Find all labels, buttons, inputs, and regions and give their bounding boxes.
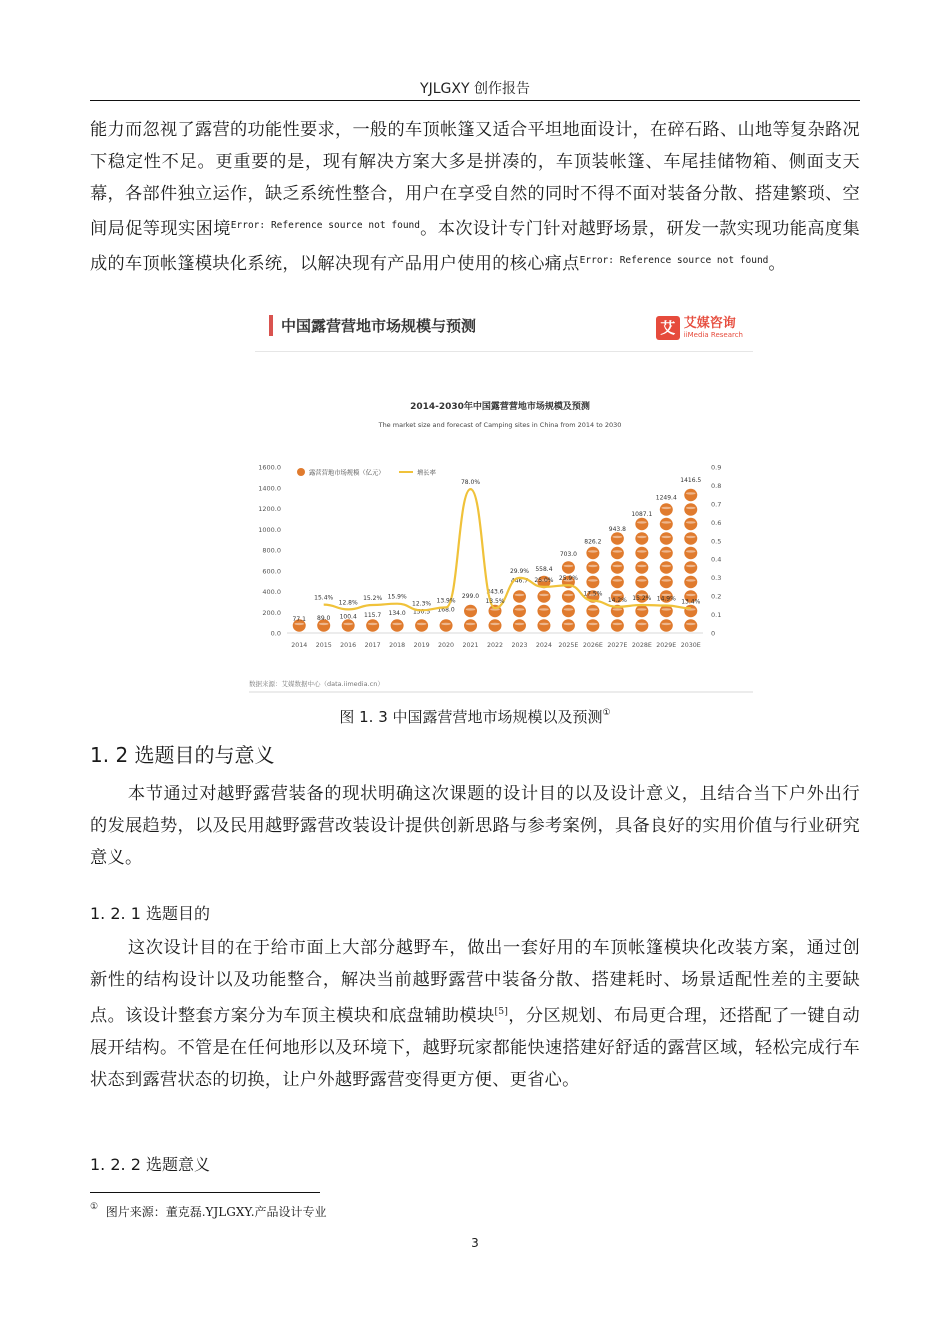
- citation-mark: [5]: [494, 1007, 509, 1017]
- chart-title: 2014-2030年中国露营营地市场规模及预测: [410, 402, 590, 412]
- bar-disc-highlight: [588, 550, 598, 552]
- reference-error: Error: Reference source not found: [230, 220, 420, 231]
- paragraph-text: 能力而忽视了露营的功能性要求，一般的车顶帐篷又适合平坦地面设计，在碎石路、山地等复杂路况下稳定性不足。更重要的是，现有解决方案大多是拼凑的，车顶装帐篷、车尾挂储物箱、侧面支天幕，各部件独立运作，缺乏系统性整合，用户在享受自然的同时不得不面对装备分散、搭建繁琐、空间局促等现实困境: [90, 120, 860, 239]
- bar-disc: [489, 619, 502, 631]
- bar-disc-highlight: [539, 608, 549, 610]
- bar-value-label: 826.2: [584, 538, 602, 546]
- bar-disc: [635, 576, 648, 588]
- bar-disc: [611, 547, 624, 559]
- bar: [562, 561, 575, 631]
- y-tick-label: 400.0: [262, 588, 281, 596]
- x-tick-label: 2018: [389, 642, 406, 649]
- growth-rate-label: 17.5%: [583, 590, 603, 598]
- bar-disc: [684, 605, 697, 617]
- bar-disc: [684, 503, 697, 515]
- bar-value-label: 168.0: [437, 606, 455, 614]
- bar: [440, 619, 453, 631]
- bar-disc-highlight: [661, 565, 671, 567]
- x-tick-label: 2023: [511, 642, 528, 649]
- y-tick-label: 1000.0: [258, 525, 281, 534]
- paragraph-purpose: [90, 932, 860, 1096]
- page-header: YJLGXY 创作报告: [420, 81, 530, 97]
- x-tick-label: 2028E: [631, 642, 652, 649]
- bar-disc: [611, 619, 624, 631]
- bar-disc: [660, 561, 673, 573]
- bar-disc-highlight: [539, 623, 549, 625]
- market-size-figure: [245, 303, 755, 698]
- bar-disc-highlight: [612, 565, 622, 567]
- bar-disc: [586, 561, 599, 573]
- bar-value-label: 1087.1: [631, 511, 653, 519]
- bar: [537, 576, 550, 632]
- bar-disc: [537, 590, 550, 602]
- bar-disc: [660, 576, 673, 588]
- growth-rate-label: 15.2%: [363, 594, 383, 602]
- bar-disc-highlight: [661, 536, 671, 538]
- bar-disc: [586, 605, 599, 617]
- bar-disc-highlight: [661, 550, 671, 552]
- bar-disc-highlight: [661, 507, 671, 509]
- footnote-mark: ①: [90, 1202, 99, 1212]
- bar-value-label: 703.0: [559, 551, 578, 559]
- reference-error: Error: Reference source not found: [579, 255, 769, 266]
- bar-disc-highlight: [588, 565, 598, 567]
- bar-disc: [342, 619, 355, 631]
- bar: [464, 605, 477, 632]
- market-size-chart: [245, 303, 755, 698]
- bar-disc-highlight: [661, 579, 671, 581]
- bar-disc: [635, 547, 648, 559]
- bar-disc: [513, 619, 526, 631]
- bar-disc-highlight: [392, 623, 402, 625]
- paragraph-text: 这次设计目的在于给市面上大部分越野车，做出一套好用的车顶帐篷模块化改装方案，通过创新性的结构设计以及功能整合，解决当前越野露营中装备分散、搭建耗时、场景适配性差的主要缺点。该设计整套方案分为车顶主模块和底盘辅助模块: [90, 938, 860, 1026]
- bar-value-label: 1416.5: [680, 477, 702, 485]
- bar-disc: [635, 605, 648, 617]
- y2-tick-label: 0.9: [711, 463, 722, 472]
- legend-label: 增长率: [417, 469, 436, 477]
- bar-value-label: 134.0: [388, 610, 406, 618]
- bar: [611, 532, 624, 631]
- bar-disc: [513, 605, 526, 617]
- bar-disc: [660, 518, 673, 530]
- bar-value-label: 446.7: [510, 577, 529, 585]
- bar-disc: [464, 619, 477, 631]
- bar-value-label: 299.0: [461, 592, 480, 600]
- bar-disc: [513, 590, 526, 602]
- bar-disc: [391, 619, 404, 631]
- footnote-text: 图片来源：董克磊.YJLGXY.产品设计专业: [105, 1205, 327, 1219]
- bar-disc: [537, 619, 550, 631]
- bar-disc-highlight: [368, 623, 378, 625]
- bar-disc-highlight: [466, 623, 476, 625]
- bar-value-label: 150.5: [412, 608, 431, 616]
- bar-disc-highlight: [564, 594, 574, 596]
- bar-disc: [660, 532, 673, 544]
- section-heading: 1. 2 选题目的与意义: [90, 743, 275, 767]
- bar-disc: [586, 619, 599, 631]
- y2-tick-label: 0.4: [711, 555, 722, 564]
- y2-tick-label: 0: [711, 629, 716, 638]
- bar-disc: [562, 590, 575, 602]
- bar-disc-highlight: [612, 594, 622, 596]
- x-tick-label: 2015: [315, 642, 332, 649]
- x-tick-label: 2021: [462, 642, 479, 649]
- bar-disc: [464, 605, 477, 617]
- bar-disc-highlight: [612, 608, 622, 610]
- y-tick-label: 200.0: [262, 608, 281, 617]
- y2-tick-label: 0.6: [711, 518, 722, 527]
- y2-tick-label: 0.2: [711, 592, 722, 601]
- legend-swatch-bar: [297, 468, 305, 476]
- iimedia-logo-icon: 艾: [656, 316, 680, 340]
- brand-name-cn: 艾媒咨询: [683, 315, 736, 331]
- growth-rate-label: 14.2%: [607, 596, 627, 604]
- growth-rate-label: 13.5%: [485, 598, 505, 606]
- bar-disc-highlight: [686, 579, 696, 581]
- bar-disc-highlight: [637, 623, 647, 625]
- bar: [635, 518, 648, 632]
- bar-disc-highlight: [539, 594, 549, 596]
- bar-disc-highlight: [686, 565, 696, 567]
- growth-rate-label: 15.2%: [632, 594, 652, 602]
- paragraph-text: 。本次设计专门针对越野场景，研发一款实现功能高度集成的车顶帐篷模块化系统，以解决现有产品用户使用的核心痛点: [90, 219, 860, 274]
- x-tick-label: 2025E: [558, 642, 579, 649]
- growth-rate-label: 29.9%: [509, 567, 530, 575]
- x-tick-label: 2016: [340, 642, 357, 649]
- header-rule: [90, 100, 860, 101]
- figure-caption: [90, 706, 860, 727]
- bar-disc: [440, 619, 453, 631]
- bar-disc-highlight: [686, 623, 696, 625]
- y2-tick-label: 0.3: [711, 574, 722, 583]
- bar-disc-highlight: [686, 550, 696, 552]
- bar-disc: [660, 503, 673, 515]
- footnote-mark: ①: [602, 708, 611, 718]
- bar-disc-highlight: [588, 608, 598, 610]
- bar-disc: [586, 576, 599, 588]
- bar-disc-highlight: [515, 623, 525, 625]
- bar-disc-highlight: [515, 608, 525, 610]
- bar-disc: [562, 619, 575, 631]
- bar-disc-highlight: [637, 608, 647, 610]
- bar-disc: [562, 561, 575, 573]
- bar-disc: [684, 561, 697, 573]
- bar-disc: [684, 576, 697, 588]
- bar-disc-highlight: [612, 579, 622, 581]
- bar-disc-highlight: [612, 536, 622, 538]
- bar-value-label: 343.6: [486, 588, 504, 596]
- x-tick-label: 2017: [364, 642, 381, 649]
- page-number: 3: [471, 1236, 479, 1250]
- bar-disc-highlight: [564, 608, 574, 610]
- bar: [513, 590, 526, 631]
- bar-disc: [611, 561, 624, 573]
- x-tick-label: 2029E: [656, 642, 677, 649]
- bar-disc-highlight: [637, 565, 647, 567]
- y-tick-label: 600.0: [262, 567, 281, 576]
- bar-disc: [635, 518, 648, 530]
- bar-value-label: 89.0: [317, 614, 331, 622]
- bar-disc-highlight: [588, 579, 598, 581]
- bar-disc-highlight: [490, 623, 500, 625]
- growth-rate-label: 25.0%: [534, 576, 554, 584]
- x-tick-label: 2027E: [607, 642, 628, 649]
- bar-disc-highlight: [294, 623, 304, 625]
- bar-disc-highlight: [612, 550, 622, 552]
- bar-disc-highlight: [417, 623, 427, 625]
- y-tick-label: 1600.0: [258, 463, 281, 472]
- y2-tick-label: 0.7: [711, 500, 722, 509]
- x-tick-label: 2026E: [582, 642, 603, 649]
- data-source-note: 数据来源：艾媒数据中心（data.iimedia.cn）: [249, 680, 384, 688]
- y2-tick-label: 0.1: [711, 611, 722, 620]
- paragraph-section-intro: 本节通过对越野露营装备的现状明确这次课题的设计目的以及设计意义，且结合当下户外出行的发展趋势，以及民用越野露营改装设计提供创新思路与参考案例，具备良好的实用价值与行业研究意义。: [90, 784, 860, 868]
- bar-disc: [635, 561, 648, 573]
- x-tick-label: 2019: [413, 642, 430, 649]
- bar-disc-highlight: [515, 594, 525, 596]
- bar-disc-highlight: [661, 623, 671, 625]
- bar: [391, 619, 404, 631]
- bar-disc-highlight: [637, 579, 647, 581]
- caption-text: 图 1. 3 中国露营营地市场规模以及预测: [339, 708, 603, 726]
- figure-title: 中国露营营地市场规模与预测: [269, 315, 476, 336]
- bar-disc: [660, 547, 673, 559]
- bar-disc: [415, 619, 428, 631]
- bar-disc: [660, 619, 673, 631]
- bar-disc-highlight: [441, 623, 451, 625]
- y2-tick-label: 0.5: [711, 537, 722, 546]
- x-tick-label: 2014: [291, 642, 308, 649]
- bar-value-label: 77.1: [292, 616, 306, 624]
- bar-disc-highlight: [637, 536, 647, 538]
- bar: [366, 619, 379, 631]
- y-tick-label: 1200.0: [258, 505, 281, 513]
- growth-rate-label: 15.4%: [314, 594, 334, 602]
- growth-rate-label: 12.8%: [338, 599, 358, 607]
- bar-disc: [684, 619, 697, 631]
- bar-value-label: 1249.4: [655, 494, 677, 502]
- x-tick-label: 2030E: [680, 642, 701, 649]
- bar: [660, 503, 673, 631]
- bar-disc-highlight: [661, 608, 671, 610]
- bar-disc-highlight: [319, 623, 329, 625]
- subsection-heading: 1. 2. 2 选题意义: [90, 1155, 210, 1174]
- y-tick-label: 800.0: [262, 546, 281, 555]
- bar-disc-highlight: [661, 521, 671, 523]
- bar-disc-highlight: [637, 550, 647, 552]
- bar-disc: [635, 619, 648, 631]
- y-tick-label: 0.0: [270, 629, 281, 638]
- bar-disc-highlight: [612, 623, 622, 625]
- bar-value-label: 943.8: [608, 526, 626, 534]
- bar-disc-highlight: [686, 492, 696, 494]
- y2-tick-label: 0.8: [711, 481, 722, 490]
- paragraph-text: ，分区规划、布局更合理，还搭配了一键自动展开结构。不管是在任何地形以及环境下，越野玩家都能快速搭建好舒适的露营区域，轻松完成行车状态到露营状态的切换，让户外越野露营变得更方便、更省心。: [90, 1006, 860, 1090]
- growth-rate-label: 25.9%: [558, 575, 578, 583]
- bar-disc: [684, 518, 697, 530]
- bar-disc: [684, 489, 697, 501]
- bar-disc: [586, 547, 599, 559]
- bar: [684, 489, 697, 632]
- brand-name-en: iiMedia Research: [683, 330, 743, 339]
- paragraph-text: 。: [768, 254, 786, 274]
- bar: [586, 547, 599, 632]
- bar-disc: [635, 532, 648, 544]
- growth-rate-label: 13.4%: [681, 598, 701, 606]
- bar-disc: [611, 576, 624, 588]
- bar-disc-highlight: [343, 623, 353, 625]
- footnote-rule: [90, 1192, 320, 1193]
- x-tick-label: 2024: [535, 642, 552, 649]
- growth-rate-label: 14.9%: [656, 595, 676, 603]
- bar-disc: [537, 605, 550, 617]
- growth-rate-label: 15.9%: [387, 593, 407, 601]
- bar-disc: [366, 619, 379, 631]
- chart-subtitle: The market size and forecast of Camping sites in China from 2014 to 2030: [378, 421, 622, 429]
- bar-disc-highlight: [686, 507, 696, 509]
- bar-disc-highlight: [686, 536, 696, 538]
- bar-disc: [611, 532, 624, 544]
- bar: [342, 619, 355, 631]
- bar-disc: [684, 532, 697, 544]
- growth-rate-line: [324, 489, 691, 610]
- bar-disc-highlight: [686, 521, 696, 523]
- bar: [415, 619, 428, 631]
- footnote: [90, 1202, 327, 1220]
- bar-value-label: 100.4: [339, 613, 357, 621]
- bar-disc-highlight: [588, 623, 598, 625]
- bar-disc: [562, 605, 575, 617]
- legend-label: 露营营地市场规模（亿元）: [309, 469, 385, 477]
- growth-rate-label: 78.0%: [460, 479, 481, 487]
- x-tick-label: 2022: [486, 642, 504, 649]
- y-tick-label: 1400.0: [258, 484, 281, 493]
- bar-value-label: 558.4: [535, 566, 553, 574]
- bar-disc-highlight: [466, 608, 476, 610]
- paragraph-intro-continued: [90, 114, 860, 280]
- bar-disc-highlight: [564, 623, 574, 625]
- growth-rate-label: 12.3%: [412, 600, 432, 608]
- x-tick-label: 2020: [438, 642, 455, 649]
- bar-disc: [684, 547, 697, 559]
- subsection-heading: 1. 2. 1 选题目的: [90, 904, 210, 923]
- growth-rate-label: 13.9%: [436, 597, 456, 605]
- bar-value-label: 115.7: [364, 611, 382, 619]
- bar-disc-highlight: [637, 521, 647, 523]
- bar-disc-highlight: [686, 594, 696, 596]
- bar-disc-highlight: [564, 565, 574, 567]
